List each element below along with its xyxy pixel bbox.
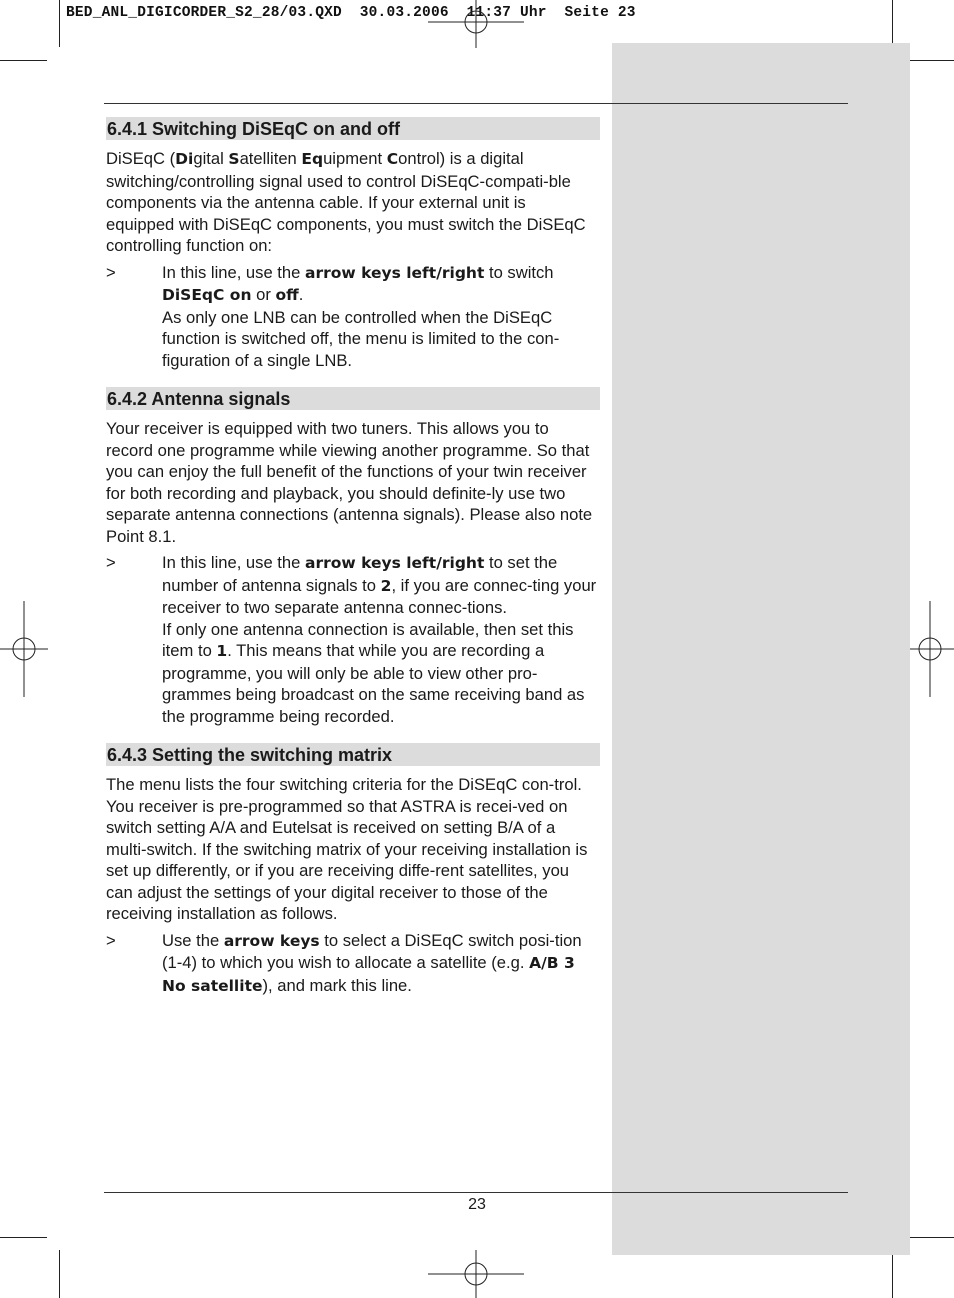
step-text — [162, 930, 598, 998]
section-intro: Your receiver is equipped with two tuners. This allows you to record one programme while viewing another programme. So that you can enjoy the full benefit of the functions of your twin receiver for both recording and playback, you should definite-ly use two separate antenna connections (antenna signals). Please also note Point 8.1. — [106, 419, 593, 546]
text-run: ontrol) is a digital switching/controlling signal used to control DiSEqC-compati-ble components via the antenna cable. If your external unit is equipped with DiSEqC components, you must switch the DiSEqC controlling function on: — [106, 149, 586, 255]
step-note: As only one LNB can be controlled when the DiSEqC function is switched off, the menu is limited to the con-figuration of a single LNB. — [162, 307, 560, 370]
text-run: . — [298, 285, 304, 304]
crop-mark — [907, 60, 954, 61]
key-name: arrow keys left/right — [304, 554, 485, 572]
instruction-step — [106, 552, 598, 727]
text-run: , if you are connec-ting your receiver to two separate antenna connec-tions. — [162, 575, 597, 617]
bold-term: Eq — [301, 150, 324, 168]
step-text — [162, 552, 598, 619]
text-run: to switch — [484, 262, 554, 282]
crop-mark — [0, 1237, 47, 1238]
sidebar-panel — [612, 43, 910, 1255]
text-run: to select a DiSEqC switch posi-tion (1-4) to which you wish to allocate a satellite (e.g. — [162, 930, 582, 972]
crop-mark — [907, 1237, 954, 1238]
section-heading: 6.4.1 Switching DiSEqC on and off — [106, 117, 600, 140]
crop-mark — [59, 0, 60, 47]
header-rule — [104, 103, 848, 104]
step-text — [162, 262, 598, 307]
step-marker: > — [106, 553, 116, 572]
text-run: . This means that while you are recording a programme, you will only be able to view other pro-grammes being broadcast on the same receiving band as the programme being recorded. — [162, 641, 585, 726]
key-name: 1 — [216, 642, 228, 660]
bold-term: S — [228, 150, 240, 168]
text-run: Use the — [162, 930, 224, 950]
key-name: 2 — [380, 576, 392, 595]
bold-term: C — [386, 150, 399, 168]
text-run: or — [251, 285, 276, 304]
section-heading: 6.4.2 Antenna signals — [106, 387, 600, 410]
text-run: DiSEqC ( — [106, 149, 176, 168]
text-run: If only one antenna connection is available, then set this item to — [162, 619, 574, 660]
text-run: ), and mark this line. — [262, 975, 412, 995]
registration-mark-right — [906, 601, 954, 697]
print-slug: BED_ANL_DIGICORDER_S2_28/03.QXD 30.03.2006 11:37 Uhr Seite 23 — [66, 5, 636, 21]
text-run: atelliten — [239, 149, 302, 168]
key-name: A/B 3 No satellite — [162, 954, 575, 995]
registration-mark-bottom — [428, 1250, 524, 1298]
step-marker: > — [106, 930, 116, 950]
page-content — [106, 117, 598, 997]
crop-mark — [892, 0, 893, 47]
section-intro — [106, 148, 598, 257]
page-number: 23 — [468, 1196, 486, 1213]
registration-mark-top — [428, 0, 524, 48]
key-name: arrow keys — [223, 931, 320, 950]
registration-mark-left — [0, 601, 48, 697]
text-run: gital — [193, 149, 229, 168]
text-run: In this line, use the — [162, 553, 305, 572]
section-intro: The menu lists the four switching criteria for the DiSEqC con-trol. You receiver is pre-programmed so that ASTRA is recei-ved on switch setting A/A and Eutelsat is received on setting B/A of a multi-switch. If the switching matrix of your receiving installation is set up differently, or if you are receiving diffe-rent satellites, you can adjust the settings of your digital receiver to those of the receiving installation as follows. — [106, 775, 588, 923]
key-name: DiSEqC on — [162, 286, 252, 304]
step-note — [162, 619, 598, 728]
footer-rule — [104, 1192, 848, 1193]
instruction-step — [106, 262, 598, 372]
text-run: to set the number of antenna signals to — [162, 553, 558, 595]
instruction-step — [106, 930, 598, 998]
step-marker: > — [106, 262, 116, 282]
text-run: uipment — [323, 149, 387, 168]
section-heading: 6.4.3 Setting the switching matrix — [106, 743, 600, 766]
crop-mark — [0, 60, 47, 61]
crop-mark — [59, 1250, 60, 1298]
text-run: In this line, use the — [162, 262, 305, 282]
key-name: arrow keys left/right — [304, 263, 485, 282]
key-name: off — [275, 286, 299, 304]
crop-mark — [892, 1250, 893, 1298]
bold-term: Di — [175, 150, 194, 168]
